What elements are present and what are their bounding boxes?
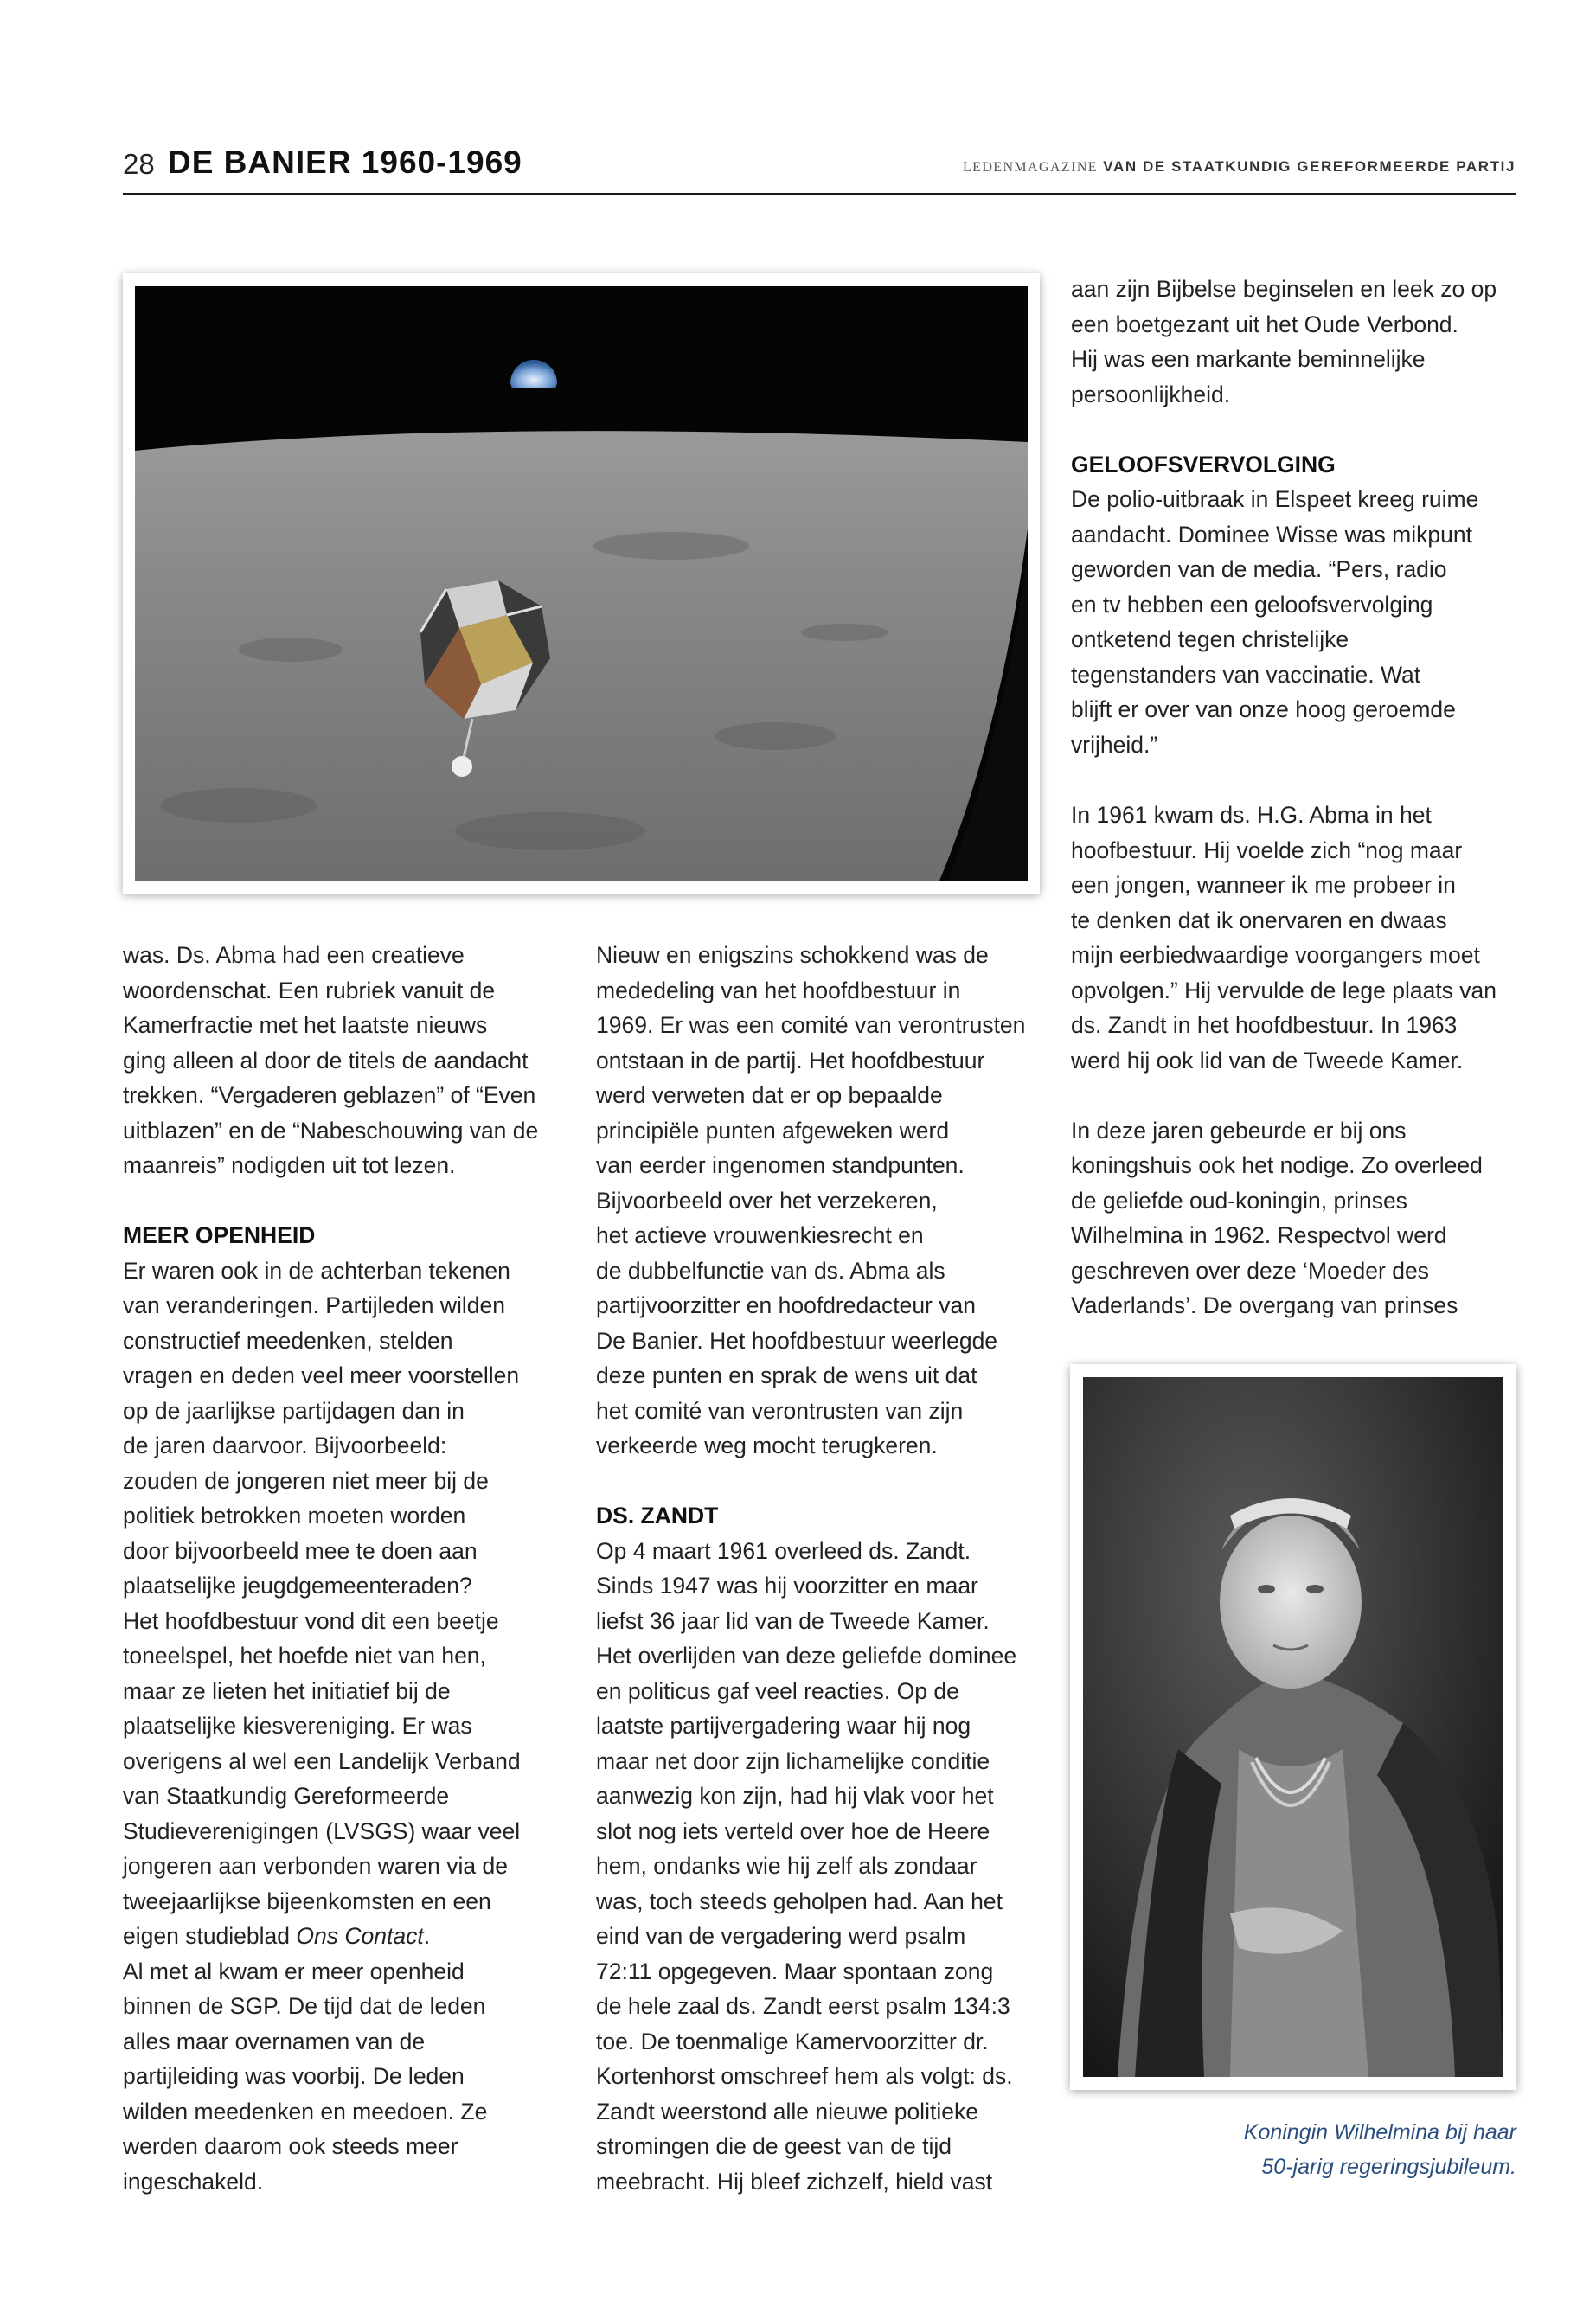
col1-paragraph-2: Er waren ook in de achterban tekenen van veranderingen. Partijleden wilden constructief meedenken, stelden vragen en deden veel meer voorstellen op de jaarlijkse partijdagen dan in de jaren daarvoor. Bijvoorbeeld: zouden de jongeren niet meer bij de politiek betrokken moeten worden door bijvoorbeeld mee te doen aan plaatselijke jeugdgemeenteraden? Het hoofdbestuur vond dit een beetje toneelspel, het hoefde niet van hen, maar ze lieten het initiatief bij de plaatselijke kiesvereniging. Er was overigens al wel een Landelijk Verband van Staatkundig Gereformeerde Studieverenigingen (LVSGS) waar veel jongeren aan verbonden waren via de tweejaarlijkse bijeenkomsten en een eigen studieblad Ons Contact. <box>123 1257 521 1949</box>
col3-paragraph-1: aan zijn Bijbelse beginselen en leek zo op een boetgezant uit het Oude Verbond. Hij was een markante beminnelijke persoonlijkheid. <box>1071 276 1497 407</box>
heading-meer-openheid: MEER OPENHEID <box>123 1222 316 1248</box>
heading-geloofsvervolging: GELOOFSVERVOLGING <box>1071 451 1336 478</box>
col2-paragraph-1: Nieuw en enigszins schokkend was de mededeling van het hoofdbestuur in 1969. Er was een comité van verontrusten ontstaan in de partij. Het hoofdbestuur werd verweten dat er op bepaalde principiële punten afgeweken werd van eerder ingenomen standpunten. Bijvoorbeeld over het verzekeren, het actieve vrouwenkiesrecht en de dubbelfunctie van ds. Abma als partijvoorzitter en hoofdredacteur van De Banier. Het hoofdbestuur weerlegde deze punten en sprak de wens uit dat het comité van verontrusten van zijn verkeerde weg mocht terugkeren. <box>596 942 1026 1458</box>
moon-landscape-image <box>135 286 1028 881</box>
column-1 <box>123 938 573 2199</box>
page-number: 28 <box>123 148 155 180</box>
subtitle-prefix: LEDENMAGAZINE <box>963 160 1098 175</box>
lunar-module-photo <box>123 273 1040 894</box>
magazine-title: DE BANIER 1960-1969 <box>168 144 522 180</box>
col3-paragraph-4: In deze jaren gebeurde er bij ons koningshuis ook het nodige. Zo overleed de geliefde oud-koningin, prinses Wilhelmina in 1962. Respectvol werd geschreven over deze ‘Moeder des Vaderlands’. De overgang van prinses <box>1071 1117 1483 1318</box>
column-3-middle <box>1071 798 1521 1324</box>
photo-caption: Koningin Wilhelmina bij haar 50-jarig regeringsjubileum. <box>1243 2120 1516 2179</box>
col1-paragraph-3: Al met al kwam er meer openheid binnen de SGP. De tijd dat de leden alles maar overnamen van de partijleiding was voorbij. De leden wilden meedenken en meedoen. Ze werden daarom ook steeds meer ingeschakeld. <box>123 1958 488 2195</box>
heading-ds-zandt: DS. ZANDT <box>596 1503 719 1529</box>
portrait-image <box>1083 1377 1503 2077</box>
magazine-subtitle <box>963 158 1516 176</box>
column-2 <box>596 938 1046 2199</box>
col2-paragraph-2: Op 4 maart 1961 overleed ds. Zandt. Sinds 1947 was hij voorzitter en maar liefst 36 jaar lid van de Tweede Kamer. Het overlijden van deze geliefde dominee en politicus gaf veel reacties. Op de laatste partijvergadering waar hij nog maar net door zijn lichamelijke conditie aanwezig kon zijn, had hij vlak voor het slot nog iets verteld over hoe de Heere hem, ondanks wie hij zelf als zondaar was, toch steeds geholpen had. Aan het eind van de vergadering werd psalm 72:11 opgegeven. Maar spontaan zong de hele zaal ds. Zandt eerst psalm 134:3 toe. De toenmalige Kamervoorzitter dr. Kortenhorst omschreef hem als volgt: ds. Zandt weerstond alle nieuwe politieke stromingen die de geest van de tijd meebracht. Hij bleef zichzelf, hield vast <box>596 1537 1017 2195</box>
col3-paragraph-3: In 1961 kwam ds. H.G. Abma in het hoofbestuur. Hij voelde zich “nog maar een jongen, wanneer ik me probeer in te denken dat ik onervaren en dwaas mijn eerbiedwaardige voorgangers moet opvolgen.” Hij vervulde de lege plaats van ds. Zandt in het hoofdbestuur. In 1963 werd hij ook lid van de Tweede Kamer. <box>1071 802 1497 1074</box>
subtitle-main: VAN DE STAATKUNDIG GEREFORMEERDE PARTIJ <box>1103 158 1516 175</box>
column-3-top <box>1071 272 1521 762</box>
magazine-name-italic: Ons Contact <box>296 1923 424 1949</box>
wilhelmina-portrait-photo <box>1070 1364 1516 2090</box>
col1-paragraph-1: was. Ds. Abma had een creatieve woordenschat. Een rubriek vanuit de Kamerfractie met het laatste nieuws ging alleen al door de titels de aandacht trekken. “Vergaderen geblazen” of “Even uitblazen” en de “Nabeschouwing van de maanreis” nodigden uit tot lezen. <box>123 942 539 1178</box>
col3-paragraph-2: De polio-uitbraak in Elspeet kreeg ruime aandacht. Dominee Wisse was mikpunt geworden van de media. “Pers, radio en tv hebben een geloofsvervolging ontketend tegen christelijke tegenstanders van vaccinatie. Wat blijft er over van onze hoog geroemde vrijheid.” <box>1071 486 1479 758</box>
page-header <box>123 143 1516 195</box>
